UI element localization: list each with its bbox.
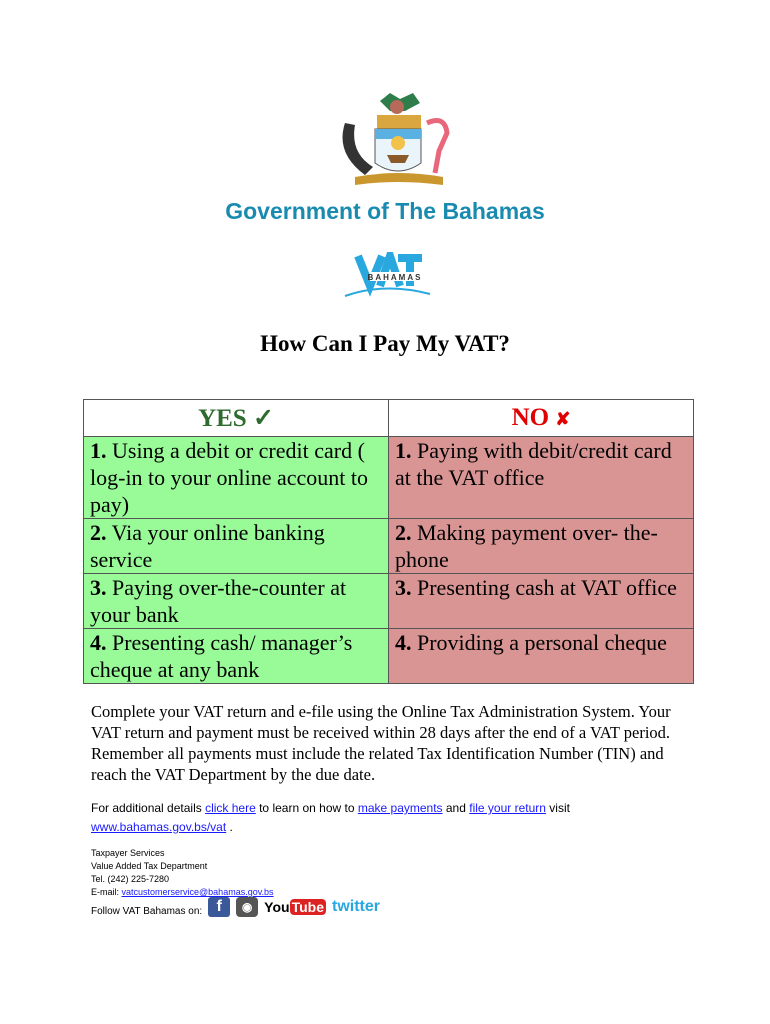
phone: Tel. (242) 225-7280 bbox=[91, 874, 170, 884]
file-your-return-link[interactable]: file your return bbox=[469, 801, 546, 815]
no-cell bbox=[389, 519, 694, 574]
text: and bbox=[442, 801, 470, 815]
bahamas-coat-of-arms-logo bbox=[335, 93, 460, 191]
text: to learn on how to bbox=[255, 801, 358, 815]
item-text: Presenting cash at VAT office bbox=[411, 575, 677, 600]
no-cell bbox=[389, 574, 694, 629]
yes-cell bbox=[84, 519, 389, 574]
item-text: Using a debit or credit card ( log-in to your online account to pay) bbox=[90, 438, 368, 517]
organization-name: Government of The Bahamas bbox=[225, 198, 545, 224]
social-links bbox=[91, 897, 380, 917]
email-label: E-mail: bbox=[91, 887, 122, 897]
facebook-icon[interactable]: f bbox=[208, 897, 230, 917]
text: For additional details bbox=[91, 801, 206, 815]
no-column-header bbox=[389, 400, 694, 437]
make-payments-link[interactable]: make payments bbox=[357, 801, 443, 815]
item-text: Presenting cash/ manager’s cheque at any bank bbox=[90, 630, 353, 682]
click-here-link[interactable]: click here bbox=[205, 801, 256, 815]
no-cell bbox=[389, 437, 694, 519]
item-text: Making payment over- the-phone bbox=[395, 520, 658, 572]
yes-cell bbox=[84, 437, 389, 519]
item-number: 3. bbox=[90, 575, 107, 600]
item-number: 1. bbox=[90, 438, 107, 463]
item-text: Via your online banking service bbox=[90, 520, 325, 572]
text: visit bbox=[545, 801, 570, 815]
follow-label: Follow VAT Bahamas on: bbox=[91, 905, 203, 917]
youtube-you: You bbox=[264, 899, 290, 915]
svg-text:BAHAMAS: BAHAMAS bbox=[367, 273, 423, 282]
item-number: 2. bbox=[395, 520, 412, 545]
vat-bahamas-logo bbox=[340, 252, 435, 302]
department-line: Value Added Tax Department bbox=[91, 861, 208, 871]
cross-icon: ✘ bbox=[555, 408, 571, 429]
yes-cell bbox=[84, 629, 389, 684]
table-header-row bbox=[84, 400, 694, 437]
department-line: Taxpayer Services bbox=[91, 848, 165, 858]
no-cell bbox=[389, 629, 694, 684]
item-text: Paying with debit/credit card at the VAT office bbox=[395, 438, 672, 490]
checkmark-icon: ✓ bbox=[252, 404, 274, 432]
item-text: Paying over-the-counter at your bank bbox=[90, 575, 347, 627]
twitter-icon[interactable]: twitter bbox=[331, 898, 380, 915]
additional-details bbox=[91, 799, 691, 837]
item-number: 4. bbox=[90, 630, 107, 655]
yes-label: YES bbox=[198, 404, 247, 432]
item-number: 1. bbox=[395, 438, 412, 463]
instagram-icon[interactable]: ◉ bbox=[236, 897, 258, 917]
vat-website-link[interactable]: www.bahamas.gov.bs/vat bbox=[91, 820, 227, 834]
contact-info bbox=[91, 847, 274, 899]
table-row bbox=[84, 519, 694, 574]
no-label: NO bbox=[511, 403, 550, 431]
page-title: How Can I Pay My VAT? bbox=[260, 331, 510, 356]
email-link[interactable]: vatcustomerservice@bahamas.gov.bs bbox=[121, 887, 274, 897]
text: . bbox=[226, 820, 233, 834]
table-row bbox=[84, 437, 694, 519]
item-text: Providing a personal cheque bbox=[411, 630, 667, 655]
yes-column-header bbox=[84, 400, 389, 437]
table-row bbox=[84, 574, 694, 629]
item-number: 3. bbox=[395, 575, 412, 600]
youtube-tube: Tube bbox=[291, 899, 324, 915]
youtube-icon[interactable] bbox=[264, 899, 326, 915]
table-row bbox=[84, 629, 694, 684]
yes-cell bbox=[84, 574, 389, 629]
payment-methods-table bbox=[83, 399, 694, 684]
item-number: 2. bbox=[90, 520, 107, 545]
item-number: 4. bbox=[395, 630, 412, 655]
instructions-paragraph: Complete your VAT return and e-file using the Online Tax Administration System. Your VAT return and payment must be received within 28 days after the end of a VAT period. Remember all payments must include the related Tax Identification Number (TIN) and reach the VAT Department by the due date. bbox=[91, 702, 671, 784]
